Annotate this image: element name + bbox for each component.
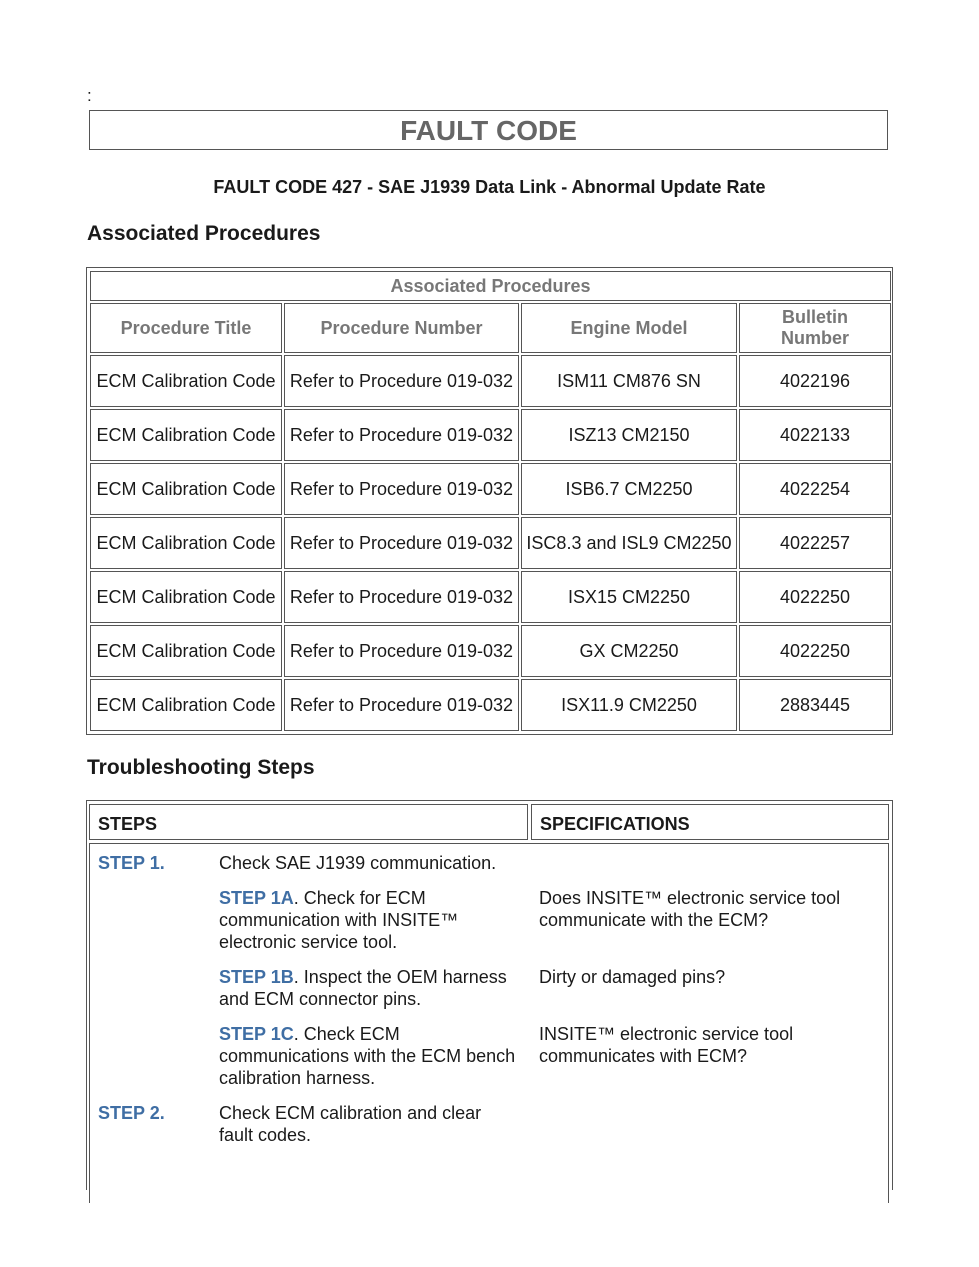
procedure-number-link[interactable]: Refer to Procedure 019-032 <box>284 409 519 461</box>
bulletin-number-cell: 4022133 <box>739 409 891 461</box>
table-row <box>90 355 891 407</box>
column-header-procedure-title: Procedure Title <box>90 303 282 353</box>
step-1a-link[interactable]: STEP 1A <box>219 888 294 908</box>
bulletin-number-cell: 4022250 <box>739 625 891 677</box>
fault-code-subtitle: FAULT CODE 427 - SAE J1939 Data Link - Abnormal Update Rate <box>213 177 766 197</box>
page-title: FAULT CODE <box>400 115 577 146</box>
step-1c-item <box>219 1023 519 1089</box>
procedure-title-cell: ECM Calibration Code <box>90 679 282 731</box>
table-row <box>90 517 891 569</box>
engine-model-cell: ISX11.9 CM2250 <box>521 679 737 731</box>
procedure-number-link[interactable]: Refer to Procedure 019-032 <box>284 463 519 515</box>
bulletin-number-cell: 2883445 <box>739 679 891 731</box>
engine-model-cell: ISZ13 CM2150 <box>521 409 737 461</box>
step-1c-text: . Check ECM communications with the ECM bench calibration harness. <box>219 1024 516 1088</box>
step-1b-text: . Inspect the OEM harness and ECM connector pins. <box>219 967 507 1009</box>
table-row <box>90 409 891 461</box>
procedure-title-cell: ECM Calibration Code <box>90 571 282 623</box>
step-1c-link[interactable]: STEP 1C <box>219 1024 294 1044</box>
procedure-title-cell: ECM Calibration Code <box>90 463 282 515</box>
bulletin-number-cell: 4022196 <box>739 355 891 407</box>
procedure-title-cell: ECM Calibration Code <box>90 409 282 461</box>
specifications-header-label: SPECIFICATIONS <box>540 814 690 834</box>
step-1b-spec: Dirty or damaged pins? <box>539 967 726 987</box>
bulletin-number-cell: 4022250 <box>739 571 891 623</box>
step-2-link[interactable]: STEP 2. <box>98 1103 165 1123</box>
procedure-title-cell: ECM Calibration Code <box>90 517 282 569</box>
bulletin-number-cell: 4022254 <box>739 463 891 515</box>
column-header-steps <box>89 804 528 840</box>
step-2-text: Check ECM calibration and clear fault codes. <box>219 1103 482 1145</box>
step-1a-spec: Does INSITE™ electronic service tool communicate with the ECM? <box>539 888 841 930</box>
procedure-number-link[interactable]: Refer to Procedure 019-032 <box>284 571 519 623</box>
procedure-number-link[interactable]: Refer to Procedure 019-032 <box>284 679 519 731</box>
engine-model-cell: GX CM2250 <box>521 625 737 677</box>
step-1a-item <box>219 887 519 953</box>
troubleshooting-table <box>86 800 893 1190</box>
table-caption: Associated Procedures <box>90 271 891 301</box>
procedure-title-cell: ECM Calibration Code <box>90 625 282 677</box>
table-row <box>90 463 891 515</box>
column-header-specifications <box>531 804 889 840</box>
engine-model-cell: ISC8.3 and ISL9 CM2250 <box>521 517 737 569</box>
associated-procedures-table <box>86 267 893 735</box>
column-header-procedure-number: Procedure Number <box>284 303 519 353</box>
step-1b-item <box>219 966 519 1010</box>
procedure-number-link[interactable]: Refer to Procedure 019-032 <box>284 517 519 569</box>
table-row <box>90 679 891 731</box>
associated-procedures-heading: Associated Procedures <box>87 222 321 245</box>
step-1-text: Check SAE J1939 communication. <box>219 853 497 873</box>
engine-model-cell: ISX15 CM2250 <box>521 571 737 623</box>
column-header-engine-model: Engine Model <box>521 303 737 353</box>
step-1-link[interactable]: STEP 1. <box>98 853 165 873</box>
table-row <box>90 571 891 623</box>
procedure-title-cell: ECM Calibration Code <box>90 355 282 407</box>
fault-code-title-box <box>89 110 888 150</box>
step-1b-link[interactable]: STEP 1B <box>219 967 294 987</box>
step-1a-text: . Check for ECM communication with INSITE™ electronic service tool. <box>219 888 459 952</box>
table-row <box>90 625 891 677</box>
troubleshooting-body <box>89 843 889 1203</box>
bulletin-number-cell: 4022257 <box>739 517 891 569</box>
troubleshooting-steps-heading: Troubleshooting Steps <box>87 756 315 779</box>
engine-model-cell: ISB6.7 CM2250 <box>521 463 737 515</box>
column-header-bulletin-number: Bulletin Number <box>739 303 891 353</box>
colon-mark: : <box>87 86 92 105</box>
steps-header-label: STEPS <box>98 814 158 834</box>
engine-model-cell: ISM11 CM876 SN <box>521 355 737 407</box>
procedure-number-link[interactable]: Refer to Procedure 019-032 <box>284 355 519 407</box>
step-1c-spec: INSITE™ electronic service tool communicates with ECM? <box>539 1024 794 1066</box>
procedure-number-link[interactable]: Refer to Procedure 019-032 <box>284 625 519 677</box>
